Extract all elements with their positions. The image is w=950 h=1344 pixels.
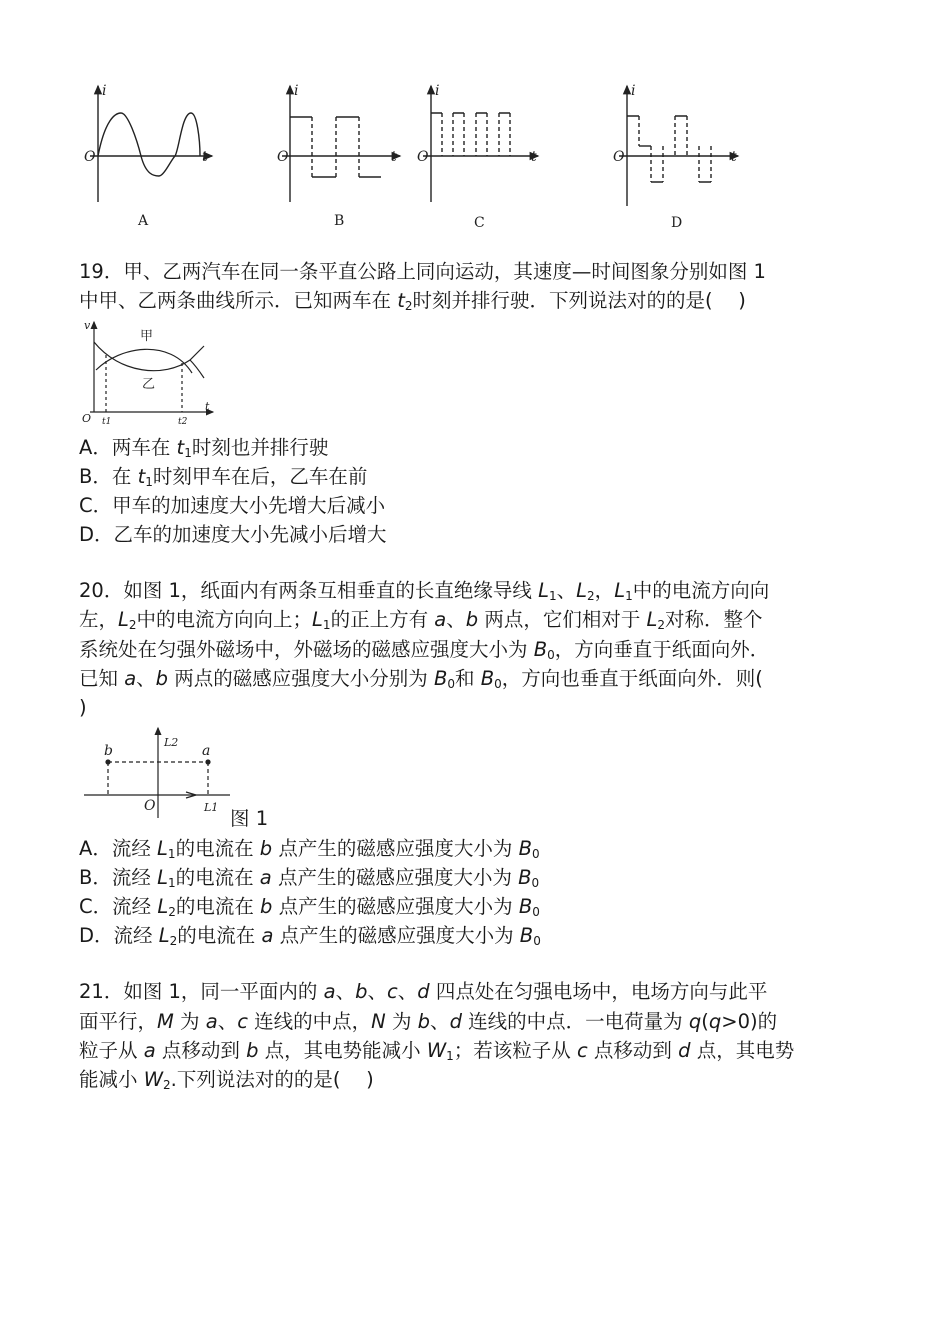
subscript: 1: [167, 876, 176, 890]
italic-symbol: L: [157, 837, 168, 860]
subscript: 1: [145, 475, 153, 489]
italic-symbol: a: [143, 1039, 156, 1062]
subscript: 1: [167, 847, 176, 861]
q19-option-c[interactable]: C．甲车的加速度大小先增大后减小: [79, 494, 386, 517]
italic-symbol: W: [143, 1068, 163, 1091]
subscript: 1: [625, 589, 633, 603]
sine-wave: [98, 113, 200, 176]
italic-symbol: B: [519, 924, 534, 947]
italic-symbol: M: [157, 1010, 174, 1033]
q19-line-2: 中甲、乙两条曲线所示．已知两车在 $t_2$时刻并排行驶．下列说法对的的是( ): [79, 289, 746, 313]
q19-axis-t: t: [205, 400, 210, 413]
italic-symbol: a: [323, 980, 336, 1003]
subscript: 1: [549, 589, 557, 603]
q20-origin: O: [144, 798, 156, 814]
graph-b-origin: O: [277, 149, 289, 165]
italic-symbol: b: [155, 667, 169, 690]
subscript: 2: [128, 618, 137, 632]
q21-line-1: 21．如图 1，同一平面内的 a、b、c、d 四点处在匀强电场中，电场方向与此平: [79, 980, 768, 1003]
italic-symbol: L: [538, 579, 549, 602]
subscript: 2: [162, 1078, 171, 1092]
q19-option-b[interactable]: B．在 $t_1$时刻甲车在后，乙车在前: [79, 465, 368, 489]
italic-symbol: L: [157, 895, 169, 918]
graph-caption-a: A: [138, 213, 149, 229]
current-graphs-figure: [75, 80, 755, 240]
italic-symbol: b: [355, 980, 368, 1003]
q20-wires-figure: [84, 722, 230, 818]
subscript: 0: [547, 648, 555, 662]
q20-label-a: a: [202, 743, 211, 759]
q21-line-3: 粒子从 a 点移动到 b 点，其电势能减小 $W_1$；若该粒子从 c 点移动到 d 点，其电势: [79, 1039, 795, 1063]
graph-d-t-label: t: [731, 149, 737, 165]
q19-origin: O: [82, 412, 92, 425]
q19-label-jia: 甲: [140, 329, 154, 344]
graph-b-t-label: t: [391, 149, 397, 165]
italic-symbol: B: [518, 895, 533, 918]
subscript: 1: [322, 618, 331, 632]
subscript: 2: [587, 589, 595, 603]
q19-line-1: 19．甲、乙两汽车在同一条平直公路上同向运动，其速度—时间图象分别如图 1: [79, 260, 766, 283]
q20-figure-caption: 图 1: [230, 807, 269, 830]
italic-symbol: q: [688, 1010, 702, 1033]
q19-label-yi: 乙: [142, 377, 156, 392]
italic-symbol: L: [614, 579, 626, 602]
graph-c-origin: O: [417, 149, 429, 165]
italic-symbol: B: [518, 866, 532, 889]
italic-symbol: W: [426, 1039, 447, 1062]
graph-b: [282, 86, 400, 202]
italic-symbol: d: [417, 980, 430, 1003]
italic-symbol: N: [371, 1010, 386, 1033]
q20-option-c[interactable]: C．流经 $L_2$的电流在 b 点产生的磁感应强度大小为 $B_0$: [79, 895, 540, 919]
graph-caption-c: C: [474, 215, 485, 231]
italic-symbol: B: [433, 667, 448, 690]
q20-option-b[interactable]: B．流经 $L_1$的电流在 a 点产生的磁感应强度大小为 $B_0$: [79, 866, 540, 890]
subscript: 2: [169, 934, 178, 948]
italic-symbol: c: [576, 1039, 588, 1062]
italic-symbol: b: [246, 1039, 259, 1062]
graph-caption-d: D: [671, 215, 683, 231]
subscript: 2: [404, 299, 413, 313]
subscript: 0: [531, 876, 540, 890]
subscript: 0: [494, 677, 502, 691]
italic-symbol: q: [708, 1010, 722, 1033]
graph-b-i-label: i: [294, 83, 299, 99]
graph-a: [90, 86, 212, 202]
subscript: 2: [168, 905, 176, 919]
q19-axis-v: v: [84, 319, 91, 332]
graph-a-t-label: t: [202, 149, 208, 165]
q20-label-L2: L2: [164, 736, 179, 749]
q19-option-d[interactable]: D．乙车的加速度大小先减小后增大: [79, 523, 387, 546]
q20-line-3: 系统处在匀强外磁场中，外磁场的磁感应强度大小为 $B_0$，方向垂直于纸面向外．: [79, 638, 770, 662]
subscript: 0: [447, 677, 455, 691]
q19-tick-t2: t2: [178, 417, 188, 427]
q20-option-a[interactable]: A．流经 $L_1$的电流在 b 点产生的磁感应强度大小为 $B_0$: [79, 837, 540, 861]
italic-symbol: L: [158, 924, 170, 947]
q21-line-4: 能减小 $W_2$.下列说法对的的是( ): [79, 1068, 374, 1092]
italic-symbol: a: [205, 1010, 218, 1033]
q20-line-2: 左，$L_2$中的电流方向向上；$L_1$的正上方有 a、b 两点，它们相对于 $L_2$对称．整个: [79, 608, 763, 632]
italic-symbol: B: [480, 667, 495, 690]
q21-line-2: 面平行，M 为 a、c 连线的中点，N 为 b、d 连线的中点．一电荷量为 q(q>0)的: [79, 1010, 778, 1033]
q20-line-5: ): [79, 696, 87, 719]
q20-label-b: b: [104, 743, 113, 759]
italic-symbol: L: [312, 608, 323, 631]
italic-symbol: t: [176, 436, 185, 459]
italic-symbol: b: [465, 608, 479, 631]
subscript: 1: [446, 1049, 454, 1063]
italic-symbol: b: [259, 837, 273, 860]
italic-symbol: a: [124, 667, 137, 690]
q20-label-L1: L1: [204, 801, 219, 814]
point-a: [205, 759, 210, 764]
italic-symbol: t: [397, 289, 405, 312]
graph-d: [619, 86, 738, 206]
italic-symbol: c: [387, 980, 398, 1003]
q19-tick-t1: t1: [102, 417, 112, 427]
italic-symbol: a: [261, 924, 274, 947]
graph-c-t-label: t: [531, 149, 537, 165]
italic-symbol: L: [118, 608, 129, 631]
graph-caption-b: B: [334, 213, 345, 229]
subscript: 0: [532, 905, 540, 919]
point-b: [105, 759, 110, 764]
graph-d-origin: O: [613, 149, 625, 165]
italic-symbol: b: [260, 895, 273, 918]
italic-symbol: a: [434, 608, 447, 631]
graph-a-i-label: i: [102, 83, 107, 99]
graph-c-i-label: i: [435, 83, 440, 99]
italic-symbol: d: [449, 1010, 462, 1033]
subscript: 0: [533, 934, 541, 948]
graph-c: [423, 86, 538, 202]
q19-option-a[interactable]: A．两车在 $t_1$时刻也并排行驶: [79, 436, 329, 460]
q20-line-1: 20．如图 1，纸面内有两条互相垂直的长直绝缘导线 $L_1$、$L_2$，$L_1$中的电流方向向: [79, 579, 770, 603]
italic-symbol: L: [157, 866, 168, 889]
italic-symbol: L: [576, 579, 588, 602]
q20-line-4: 已知 a、b 两点的磁感应强度大小分别为 $B_0$和 $B_0$，方向也垂直于纸面向外．则(: [79, 667, 763, 691]
italic-symbol: B: [518, 837, 532, 860]
subscript: 1: [184, 446, 192, 460]
q19-velocity-time-figure: [80, 318, 220, 430]
italic-symbol: a: [259, 866, 272, 889]
italic-symbol: b: [417, 1010, 431, 1033]
subscript: 2: [657, 618, 666, 632]
italic-symbol: d: [678, 1039, 691, 1062]
italic-symbol: B: [533, 638, 548, 661]
italic-symbol: t: [137, 465, 146, 488]
italic-symbol: c: [237, 1010, 248, 1033]
graph-d-i-label: i: [631, 83, 636, 99]
subscript: 0: [531, 847, 540, 861]
italic-symbol: L: [646, 608, 658, 631]
q20-option-d[interactable]: D．流经 $L_2$的电流在 a 点产生的磁感应强度大小为 $B_0$: [79, 924, 541, 948]
graph-a-origin: O: [84, 149, 96, 165]
